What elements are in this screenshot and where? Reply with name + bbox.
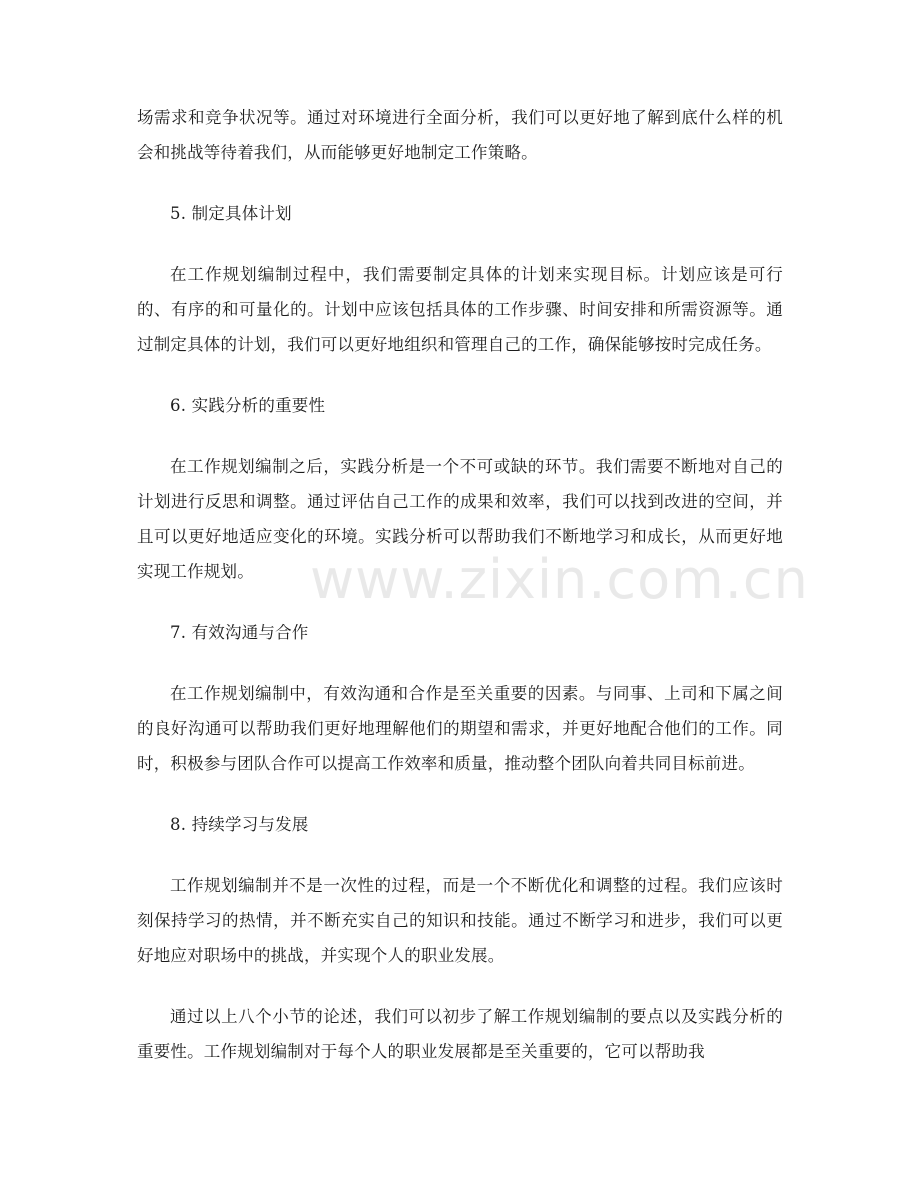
section-body-7: 在工作规划编制中，有效沟通和合作是至关重要的因素。与同事、上司和下属之间的良好沟通可以帮助我们更好地理解他们的期望和需求，并更好地配合他们的工作。同时，积极参与团队合作可以提高工作效率和质量，推动整个团队向着共同目标前进。	[137, 684, 783, 773]
conclusion-paragraph: 通过以上八个小节的论述，我们可以初步了解工作规划编制的要点以及实践分析的重要性。工作规划编制对于每个人的职业发展都是至关重要的，它可以帮助我	[137, 1007, 783, 1061]
section-heading-8: 8. 持续学习与发展	[170, 815, 309, 834]
section-body-8: 工作规划编制并不是一次性的过程，而是一个不断优化和调整的过程。我们应该时刻保持学习的热情，并不断充实自己的知识和技能。通过不断学习和进步，我们可以更好地应对职场中的挑战，并实现个人的职业发展。	[137, 876, 783, 965]
section-body-5: 在工作规划编制过程中，我们需要制定具体的计划来实现目标。计划应该是可行的、有序的和可量化的。计划中应该包括具体的工作步骤、时间安排和所需资源等。通过制定具体的计划，我们可以更好地组织和管理自己的工作，确保能够按时完成任务。	[137, 265, 783, 354]
section-heading-6: 6. 实践分析的重要性	[170, 396, 326, 415]
section-heading-5: 5. 制定具体计划	[170, 204, 292, 223]
watermark-text: www.zixin.com.cn	[310, 548, 809, 611]
section-body-6: 在工作规划编制之后，实践分析是一个不可或缺的环节。我们需要不断地对自己的计划进行反思和调整。通过评估自己工作的成果和效率，我们可以找到改进的空间，并且可以更好地适应变化的环境。实践分析可以帮助我们不断地学习和成长，从而更好地实现工作规划。	[137, 457, 783, 581]
section-heading-7: 7. 有效沟通与合作	[170, 623, 309, 642]
intro-paragraph: 场需求和竞争状况等。通过对环境进行全面分析，我们可以更好地了解到底什么样的机会和挑战等待着我们，从而能够更好地制定工作策略。	[137, 108, 783, 162]
